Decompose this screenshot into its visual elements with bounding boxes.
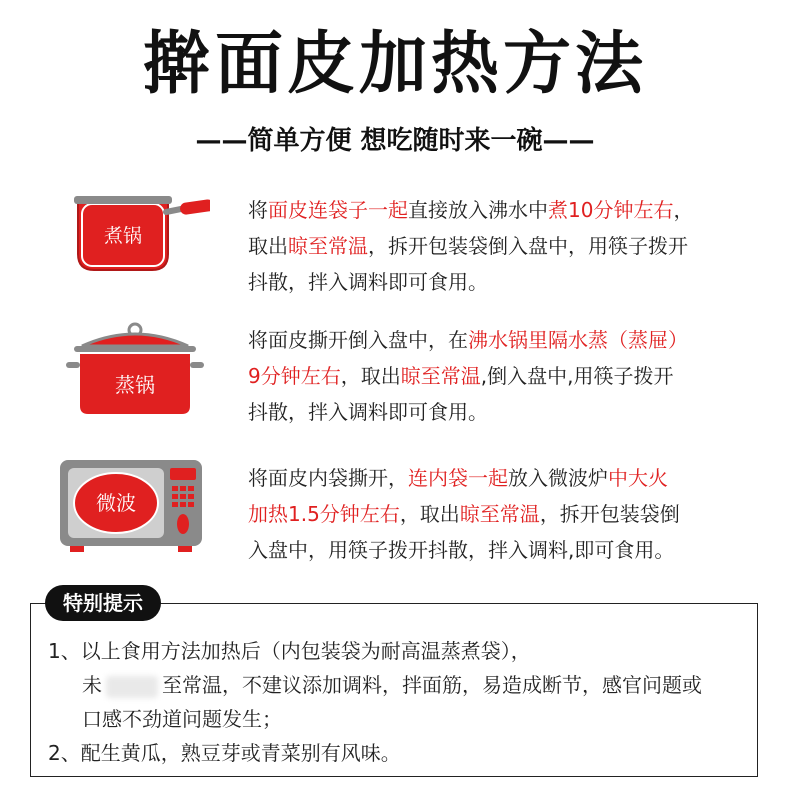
method-microwave-text — [248, 460, 748, 568]
highlight-text: 煮10分钟左右 — [548, 198, 674, 222]
body-text: 抖散，拌入调料即可食用。 — [248, 400, 488, 424]
body-text: 将面皮内袋撕开， — [248, 466, 408, 490]
body-text: 直接放入沸水中 — [408, 198, 548, 222]
method-line — [248, 358, 748, 394]
body-text: ，取出 — [340, 364, 401, 388]
method-boil — [0, 192, 790, 302]
method-line — [248, 322, 748, 358]
method-line — [248, 394, 748, 430]
body-text: ， — [673, 198, 694, 222]
note-line-2-start: 未 — [82, 673, 102, 697]
note-line-2 — [82, 668, 702, 702]
highlight-text: 晾至常温 — [288, 234, 368, 258]
highlight-text: 连内袋一起 — [408, 466, 508, 490]
body-text: 取出 — [248, 234, 288, 258]
microwave-icon — [60, 460, 210, 560]
method-steam — [0, 322, 790, 432]
pan-icon-label: 煮锅 — [103, 226, 143, 247]
microwave-icon-label: 微波 — [96, 493, 136, 515]
method-line — [248, 532, 748, 568]
note-line-3: 口感不劲道问题发生； — [82, 707, 282, 731]
body-text: ，取出 — [399, 502, 460, 526]
notes-badge: 特别提示 — [45, 585, 161, 621]
note-line-2-end: 至常温，不建议添加调料，拌面筋，易造成断节，感官问题或 — [162, 673, 702, 697]
body-text: 放入微波炉 — [508, 466, 608, 490]
highlight-text: 晾至常温 — [400, 364, 481, 388]
highlight-text: 中大火 — [608, 466, 668, 490]
method-line — [248, 460, 748, 496]
highlight-text: 9分钟左右 — [248, 364, 341, 388]
pan-icon — [60, 192, 210, 292]
body-text: ,倒入盘中,用筷子拨开 — [480, 364, 674, 388]
method-steam-text — [248, 322, 748, 430]
page-subtitle: ——简单方便 想吃随时来一碗—— — [195, 126, 595, 156]
body-text: 入盘中，用筷子拨开抖散，拌入调料,即可食用。 — [248, 538, 675, 562]
steamer-icon-label: 蒸锅 — [115, 375, 155, 397]
method-line — [248, 192, 748, 228]
highlight-text: 面皮连袋子一起 — [268, 198, 408, 222]
steamer-pot-icon — [60, 322, 210, 422]
highlight-text: 沸水锅里隔水蒸（蒸屉） — [468, 328, 688, 352]
method-microwave — [0, 460, 790, 570]
body-text: 抖散，拌入调料即可食用。 — [248, 270, 488, 294]
note-line-4: 2、配生黄瓜，熟豆芽或青菜别有风味。 — [48, 741, 401, 765]
method-boil-text — [248, 192, 748, 300]
page-title: 擀面皮加热方法 — [142, 25, 647, 104]
note-line-1: 1、以上食用方法加热后（内包装袋为耐高温蒸煮袋）， — [48, 639, 531, 663]
body-text: 将 — [248, 198, 268, 222]
body-text: ，拆开包装袋倒入盘中，用筷子拨开 — [368, 234, 688, 258]
method-line — [248, 264, 748, 300]
blurred-text — [106, 676, 158, 698]
method-line — [248, 228, 748, 264]
highlight-text: 晾至常温 — [459, 502, 540, 526]
body-text: ，拆开包装袋倒 — [539, 502, 680, 526]
method-line — [248, 496, 748, 532]
highlight-text: 加热1.5分钟左右 — [248, 502, 400, 526]
body-text: 将面皮撕开倒入盘中，在 — [248, 328, 468, 352]
